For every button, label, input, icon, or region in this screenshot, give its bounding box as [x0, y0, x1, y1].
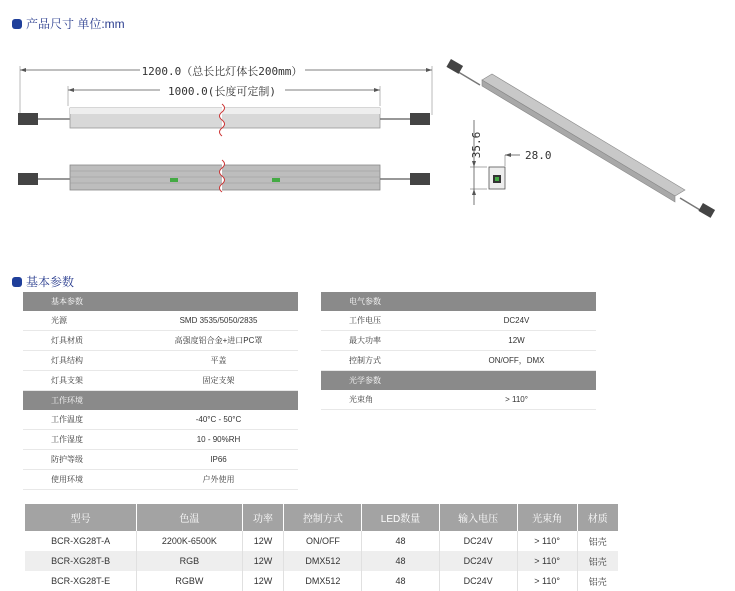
table-section-header: 光学参数 — [321, 371, 596, 391]
model-table — [25, 504, 618, 591]
param-value: -40°C - 50°C — [139, 410, 298, 430]
table-row — [23, 351, 298, 371]
param-key: 灯具结构 — [23, 351, 139, 371]
table-cell: BCR-XG28T-B — [25, 551, 137, 571]
param-key: 灯具支架 — [23, 371, 139, 391]
param-value: 10 - 90%RH — [139, 430, 298, 450]
param-value: 12W — [437, 331, 596, 351]
table-row — [23, 410, 298, 430]
fixture-side-view — [18, 160, 430, 192]
column-header: 色温 — [137, 504, 242, 531]
table-row — [23, 331, 298, 351]
table-cell: ON/OFF — [284, 531, 362, 551]
param-value: 高强度铝合金+进口PC罩 — [139, 331, 298, 351]
column-header: 材质 — [577, 504, 618, 531]
param-key: 使用环境 — [23, 470, 139, 490]
table-row — [23, 450, 298, 470]
param-key: 工作电压 — [321, 311, 437, 331]
table-cell: 48 — [362, 571, 439, 591]
column-header: LED数量 — [362, 504, 439, 531]
electrical-params-table — [321, 292, 596, 410]
table-row — [23, 311, 298, 331]
fixture-isometric-view — [446, 59, 715, 218]
table-cell: 铝壳 — [577, 551, 618, 571]
overall-length-label: 1200.0（总长比灯体长200mm） — [141, 65, 303, 78]
size-section-title — [12, 15, 125, 32]
param-value: > 110° — [437, 390, 596, 410]
table-cell: 铝壳 — [588, 536, 607, 547]
param-key: 工作湿度 — [23, 430, 139, 450]
table-cell: 48 — [362, 531, 439, 551]
body-length-label: 1000.0(长度可定制) — [168, 85, 276, 98]
param-key: 光束角 — [321, 390, 437, 410]
column-header: 输入电压 — [439, 504, 517, 531]
height-label: 35.6 — [470, 131, 483, 159]
bullet-icon — [12, 277, 22, 287]
params-title-text: 基本参数 — [26, 275, 75, 289]
param-value: 平盖 — [139, 351, 298, 371]
table-row — [321, 331, 596, 351]
param-value: 固定支架 — [139, 371, 298, 391]
bullet-icon — [12, 19, 22, 29]
table-row — [25, 551, 618, 571]
column-header: 控制方式 — [284, 504, 362, 531]
table-section-header: 工作环境 — [23, 391, 298, 411]
param-key: 光源 — [23, 311, 139, 331]
width-label: 28.0 — [525, 149, 552, 162]
table-section-header: 基本参数 — [23, 292, 298, 311]
table-row — [321, 390, 596, 410]
param-value: DC24V — [437, 311, 596, 331]
fixture-top-view — [18, 104, 430, 136]
table-cell: DMX512 — [284, 571, 362, 591]
table-cell: RGB — [137, 551, 242, 571]
table-cell: 2200K-6500K — [137, 531, 242, 551]
table-cell: 铝壳 — [588, 576, 607, 587]
column-header: 型号 — [25, 504, 137, 531]
dimension-drawing — [0, 40, 735, 230]
table-cell: 12W — [242, 551, 284, 571]
param-key: 控制方式 — [321, 351, 437, 371]
params-section-title — [12, 273, 74, 290]
table-row — [23, 371, 298, 391]
table-cell: > 110° — [517, 531, 577, 551]
param-value: SMD 3535/5050/2835 — [139, 311, 298, 331]
table-section-header: 电气参数 — [321, 292, 596, 311]
table-cell: > 110° — [517, 571, 577, 591]
table-row — [23, 470, 298, 490]
table-row — [23, 430, 298, 450]
table-cell: DC24V — [439, 551, 517, 571]
size-title-text: 产品尺寸 单位:mm — [26, 17, 125, 31]
param-value: ON/OFF，DMX — [437, 351, 596, 371]
param-key: 工作温度 — [23, 410, 139, 430]
table-row — [321, 311, 596, 331]
table-cell: > 110° — [517, 551, 577, 571]
table-row — [25, 571, 618, 591]
param-key: 最大功率 — [321, 331, 437, 351]
table-cell: 48 — [362, 551, 439, 571]
table-cell: RGBW — [137, 571, 242, 591]
table-row — [25, 531, 618, 551]
table-cell: 12W — [242, 571, 284, 591]
table-row — [321, 351, 596, 371]
column-header: 光束角 — [517, 504, 577, 531]
table-cell: DMX512 — [284, 551, 362, 571]
param-value: 户外使用 — [139, 470, 298, 490]
table-cell: DC24V — [439, 571, 517, 591]
param-value: IP66 — [139, 450, 298, 470]
table-header-row — [25, 504, 618, 531]
param-key: 灯具材质 — [23, 331, 139, 351]
table-cell: BCR-XG28T-A — [25, 531, 137, 551]
table-cell: 12W — [242, 531, 284, 551]
column-header: 功率 — [242, 504, 284, 531]
param-key: 防护等级 — [23, 450, 139, 470]
table-cell: BCR-XG28T-E — [25, 571, 137, 591]
table-cell: DC24V — [439, 531, 517, 551]
basic-params-table — [23, 292, 298, 490]
